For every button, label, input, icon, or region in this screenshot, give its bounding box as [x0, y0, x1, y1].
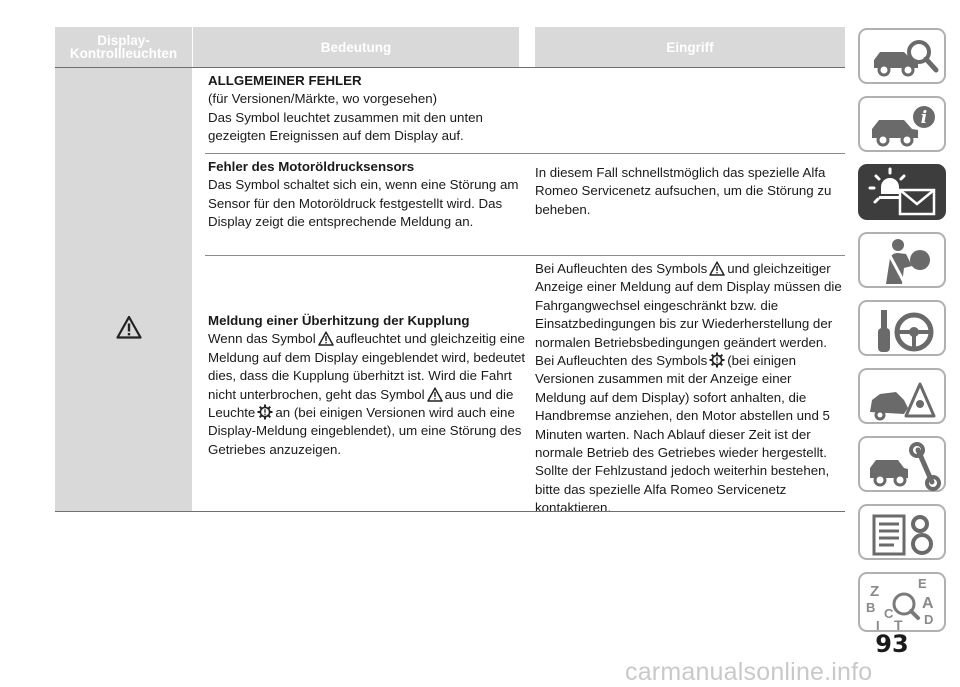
tab-car-magnifier[interactable] — [858, 28, 946, 84]
row2-meaning — [208, 158, 526, 232]
row1-text: (für Versionen/Märkte, wo vorgesehen) Das Symbol leuchtet zusammen mit den unten gezeigten Ereignissen auf dem Display auf. — [208, 91, 483, 144]
warning-triangle-icon — [427, 387, 443, 402]
warning-lights-message-icon — [860, 166, 948, 222]
index-letter: A — [922, 595, 934, 612]
row2-title: Fehler des Motoröldrucksensors — [208, 159, 415, 174]
row3-text: Wenn das Symbol aufleuchtet und gleichzeitig eine Meldung auf dem Display eingeblendet wird, bedeutet dies, dass die Kupplung überhitzt ist. Wird die Fahrt nicht unterbrochen, geht das Symbol aus und die Leuchte an (bei einigen Versionen wird auch eine Display-Meldung eingeblendet), um eine Störung des Getriebes anzuzeigen. — [208, 331, 526, 457]
index-letter: D — [924, 612, 934, 627]
car-maintenance-icon — [860, 438, 948, 494]
car-magnifier-icon — [860, 30, 948, 86]
gearbox-fault-icon — [709, 352, 725, 368]
airbag-seatbelt-icon — [860, 234, 948, 290]
index-letter: I — [876, 618, 880, 633]
header-meaning: Bedeutung — [193, 27, 519, 67]
row3-title: Meldung einer Überhitzung der Kupplung — [208, 313, 470, 328]
table-row — [193, 68, 845, 154]
tab-car-breakdown[interactable] — [858, 368, 946, 424]
page-number: 93 — [875, 630, 909, 658]
row2-text: Das Symbol schaltet sich ein, wenn eine Störung am Sensor für den Motoröldruck festgestellt wird. Das Display zeigt die entsprechende Meldung an. — [208, 177, 519, 230]
header-action: Eingriff — [535, 27, 845, 67]
tab-car-maintenance[interactable] — [858, 436, 946, 492]
index-letter: T — [894, 617, 903, 633]
warning-lights-table — [55, 27, 845, 516]
row3-action: Bei Aufleuchten des Symbols und gleichzeitiger Anzeige einer Meldung auf dem Display müssen die Fahrgangwechsel eingeschränkt bzw. die Einsatzbedingungen bis zur Wiederherstellung der normalen Betriebsbedingungen geändert werden. Bei Aufleuchten des Symbols (bei einigen Versionen zusammen mit der Anzeige einer Meldung auf dem Display) sofort anhalten, die Handbremse anziehen, den Motor abstellen und 5 Minuten warten. Nach Ablauf dieser Zeit ist der normale Betrieb des Getriebes wieder hergestellt. Sollte der Fehlzustand jedoch weiterhin bestehen, bitte das spezielle Alfa Romeo Servicenetz kontaktieren. — [535, 261, 842, 516]
tab-car-info[interactable] — [858, 96, 946, 152]
tab-key-steering-wheel[interactable] — [858, 300, 946, 356]
alphabetical-index-icon — [860, 574, 948, 634]
row1-title: ALLGEMEINER FEHLER — [208, 73, 362, 88]
watermark: carmanualsonline.info — [625, 658, 873, 686]
table-bottom-rule — [55, 511, 845, 512]
key-steering-wheel-icon — [860, 302, 948, 358]
warning-triangle-icon — [709, 261, 725, 276]
car-breakdown-icon — [860, 370, 948, 426]
index-letter: B — [866, 600, 876, 615]
lamp-column — [55, 68, 192, 511]
tab-airbag-seatbelt[interactable] — [858, 232, 946, 288]
table-row — [193, 256, 845, 516]
index-letter: Z — [870, 583, 880, 600]
header-lamp-line1: Display- — [97, 33, 150, 48]
specs-settings-icon — [860, 506, 948, 562]
header-lamp-line2: Kontrollleuchten — [69, 46, 178, 61]
tab-warning-lights-message[interactable] — [858, 164, 946, 220]
row2-action: In diesem Fall schnellstmöglich das spezielle Alfa Romeo Servicenetz aufsuchen, um die Störung zu beheben. — [535, 165, 832, 217]
gearbox-fault-icon — [257, 404, 273, 420]
car-info-icon — [860, 98, 948, 154]
warning-triangle-icon — [116, 315, 142, 339]
index-letter: E — [918, 576, 927, 591]
row1-meaning — [208, 72, 526, 146]
table-row — [193, 154, 845, 256]
table-header — [55, 27, 845, 68]
svg-text:i: i — [920, 108, 928, 128]
warning-triangle-icon — [318, 331, 334, 346]
tab-specs-settings[interactable] — [858, 504, 946, 560]
index-letter: C — [884, 606, 894, 621]
tab-alphabetical-index[interactable] — [858, 572, 946, 632]
header-lamp — [55, 27, 192, 67]
row3-meaning — [208, 312, 526, 459]
